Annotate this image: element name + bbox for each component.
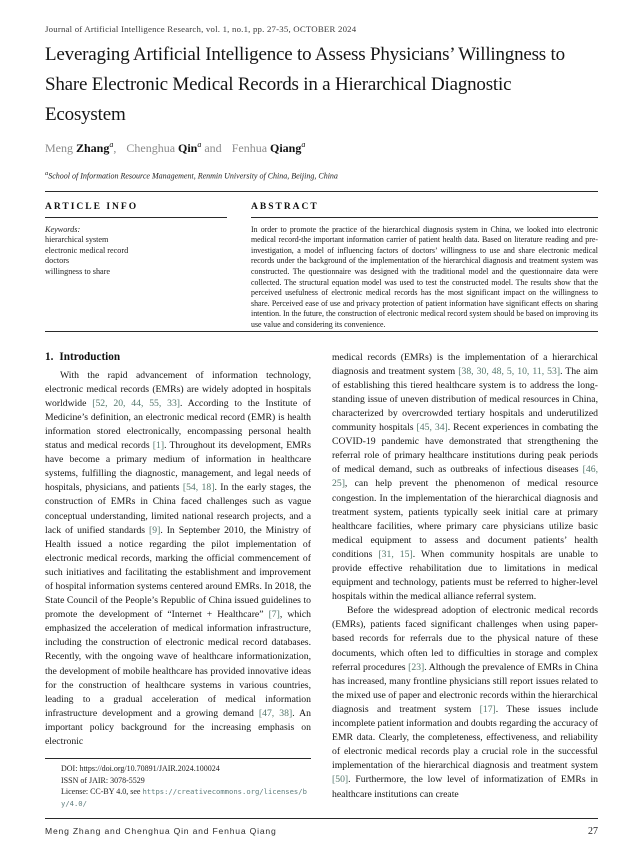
abstract-column (251, 202, 598, 331)
keyword-item: willingness to share (45, 267, 111, 277)
section-title: Introduction (59, 350, 121, 363)
citation-link[interactable]: [23] (408, 661, 425, 673)
affiliation-text: School of Information Resource Management, Renmin University of China, Beijing, China (48, 171, 338, 181)
keyword-item: doctors (45, 256, 70, 266)
section-1-heading (45, 351, 311, 363)
author-surname: Qiang (270, 141, 302, 155)
two-column-text (45, 351, 598, 819)
author-given-name: Meng (45, 141, 76, 155)
citation-link[interactable]: [7] (268, 609, 280, 621)
paper-title (45, 40, 598, 130)
author-given-name: Chenghua (126, 141, 179, 155)
paper-title-line-3: Ecosystem (45, 104, 126, 125)
author-affiliation-mark: a (109, 140, 114, 149)
paragraph: With the rapid advancement of information technology, electronic medical records (EMRs) are widely adopted in hospitals worldwide [52, 20, 44, 55, 33]. According to the Institute of Medicine’s definition, an electronic medical record (EMR) is health information stored electronically, encompassing personal health status and medical records [1]. Throughout its development, EMRs have become a primary medium of information in healthcare systems, fulfilling the diagnostic, management, and legal needs of hospitals, physicians, and patients [54, 18]. In the early stages, the construction of EMRs in China faced challenges such as vague conceptual understanding, limited national research projects, and a lack of unified standards [9]. In September 2010, the Ministry of Health issued a notice regarding the pilot implementation of electronic medical records, marking the official commencement of such initiatives and facilitating the establishment and improvement of hospital information systems centered around EMRs. In 2018, the State Council of the People’s Republic of China issued guidelines to promote the development of “Internet + Healthcare” [7], which emphasized the acceleration of medical information infrastructure, including the construction of electronic medical record databases. Recently, with the ongoing wave of healthcare informationization, the development of mobile healthcare has provided innovative ideas for the construction of healthcare systems in various countries, leading to a gradual acceleration of medical information infrastructure development and a growing demand [47, 38]. An important policy background for the increasing emphasis on electronic (45, 369, 312, 748)
doi-line[interactable]: DOI: https://doi.org/10.70891/JAIR.2024.100024 (61, 764, 220, 774)
affiliation-mark: a (45, 170, 49, 177)
keyword-item: hierarchical system (45, 235, 109, 245)
journal-header-line: Journal of Artificial Intelligence Research, vol. 1, no.1, pp. 27-35, OCTOBER 2024 (45, 24, 357, 34)
author-1 (45, 141, 113, 155)
section-number: 1. (45, 350, 54, 363)
abstract-text: In order to promote the practice of the hierarchical diagnosis system in China, we looked into electronic medical record-the important information carrier of patient health data. Based on literature reading and pre-investigation, a model of influencing factors of doctors’ willingness to use and share electronic medical records under the background of the implementation of the hierarchical diagnosis and treatment system was constructed. The questionnaire was designed with the traditional model and the questionnaire data were collected. The structural equation model was used to test the constructed model. The results show that the perceived usefulness of electronic medical records has the most significant impact on the willingness to share. Perceived ease of use and privacy protection of patient information have significant effects on sharing intention. In the future, the construction of electronic medical record system should be based on improving its use value and considering its convenience. (251, 224, 598, 329)
citation-link[interactable]: [17] (479, 703, 496, 715)
main-text-section (45, 341, 598, 819)
citation-link[interactable]: [31, 15] (378, 548, 413, 560)
author-surname: Zhang (76, 141, 110, 155)
paper-title-line-2: Share Electronic Medical Records in a Hierarchical Diagnostic (45, 74, 512, 95)
license-url-link[interactable]: https://creativecommons.org/licenses/by/4.0/ (61, 787, 307, 808)
author-affiliation-mark: a (197, 140, 202, 149)
citation-link[interactable]: [1] (152, 440, 165, 452)
abstract-heading: ABSTRACT (251, 202, 598, 218)
right-column (332, 351, 598, 819)
paper-title-line-1: Leveraging Artificial Intelligence to Assess Physicians’ Willingness to (45, 44, 565, 65)
author-affiliation-mark: a (301, 140, 306, 149)
citation-link[interactable]: [50] (332, 774, 349, 786)
author-separator: and (201, 141, 225, 155)
citation-link[interactable]: [46, 25] (332, 464, 598, 490)
author-line (45, 140, 598, 156)
footer-running-authors: Meng Zhang and Chenghua Qin and Fenhua Qiang (45, 826, 277, 836)
citation-link[interactable]: [52, 20, 44, 55, 33] (92, 397, 181, 409)
divider-below-abstract (45, 331, 598, 332)
author-surname: Qin (178, 141, 198, 155)
keyword-item: electronic medical record (45, 245, 129, 255)
affiliation-line (45, 170, 598, 181)
citation-link[interactable]: [47, 38] (258, 707, 293, 719)
citation-link[interactable]: [45, 34] (416, 422, 448, 434)
citation-link[interactable]: [9] (149, 524, 161, 536)
keywords-label: Keywords: (45, 224, 81, 234)
citation-link[interactable]: [54, 18] (182, 482, 215, 494)
issn-line: ISSN of JAIR: 3078-5529 (61, 775, 145, 785)
page-footer (45, 818, 598, 837)
author-3 (232, 141, 306, 155)
article-info-column (45, 202, 227, 331)
footer-page-number: 27 (588, 826, 598, 837)
license-line (45, 786, 311, 809)
article-info-heading: ARTICLE INFO (45, 202, 227, 218)
author-2 (126, 141, 201, 155)
citation-link[interactable]: [38, 30, 48, 5, 10, 11, 53] (458, 365, 561, 377)
left-column (45, 351, 311, 819)
paragraph: medical records (EMRs) is the implementation of a hierarchical diagnosis and treatment system [38, 30, 48, 5, 10, 11, 53]. The aim of establishing this tiered healthcare system is to address the long-standing issue of uneven distribution of medical resources in China, characterized by overcrowded tertiary hospitals and underutilized community hospitals [45, 34]. Recent experiences in combating the COVID-19 pandemic have demonstrated that strengthening the referral role of primary healthcare institutions during peak periods of medical demand, such as outbreaks of infectious diseases [46, 25], can help prevent the phenomenon of medical resource congestion. In the implementation of the hierarchical diagnosis and treatment system, patients typically seek initial care at primary healthcare facilities, where primary care physicians utilize basic medical equipment to assess and document patients’ health conditions [31, 15]. When community hospitals are unable to provide effective rehabilitation due to limitations in medical equipment and technology, patients must be referred to higher-level hospitals within the medical alliance referral system. (332, 351, 598, 603)
author-given-name: Fenhua (231, 141, 271, 155)
first-page-footnote (45, 758, 311, 809)
author-separator: , (113, 141, 120, 155)
article-info-abstract-section (45, 192, 598, 331)
paragraph: Before the widespread adoption of electronic medical records (EMRs), patients faced significant challenges when using paper-based records for referrals due to the physical nature of these documents, which often led to difficulties in storage and complex referral procedures [23]. Although the prevalence of EMRs in China has increased, many frontline physicians still report issues related to the mixed use of paper and electronic records within the hierarchical diagnosis and treatment system [17]. These issues include incomplete patient information and doubts regarding the accuracy of EMR data. Clearly, the completeness, effectiveness, and reliability of electronic medical records play a crucial role in the successful implementation of the hierarchical diagnosis and treatment system [50]. Furthermore, the low level of informatization of EMRs in healthcare institutions can create (332, 605, 598, 800)
license-label: License: CC-BY 4.0, see (61, 787, 143, 797)
